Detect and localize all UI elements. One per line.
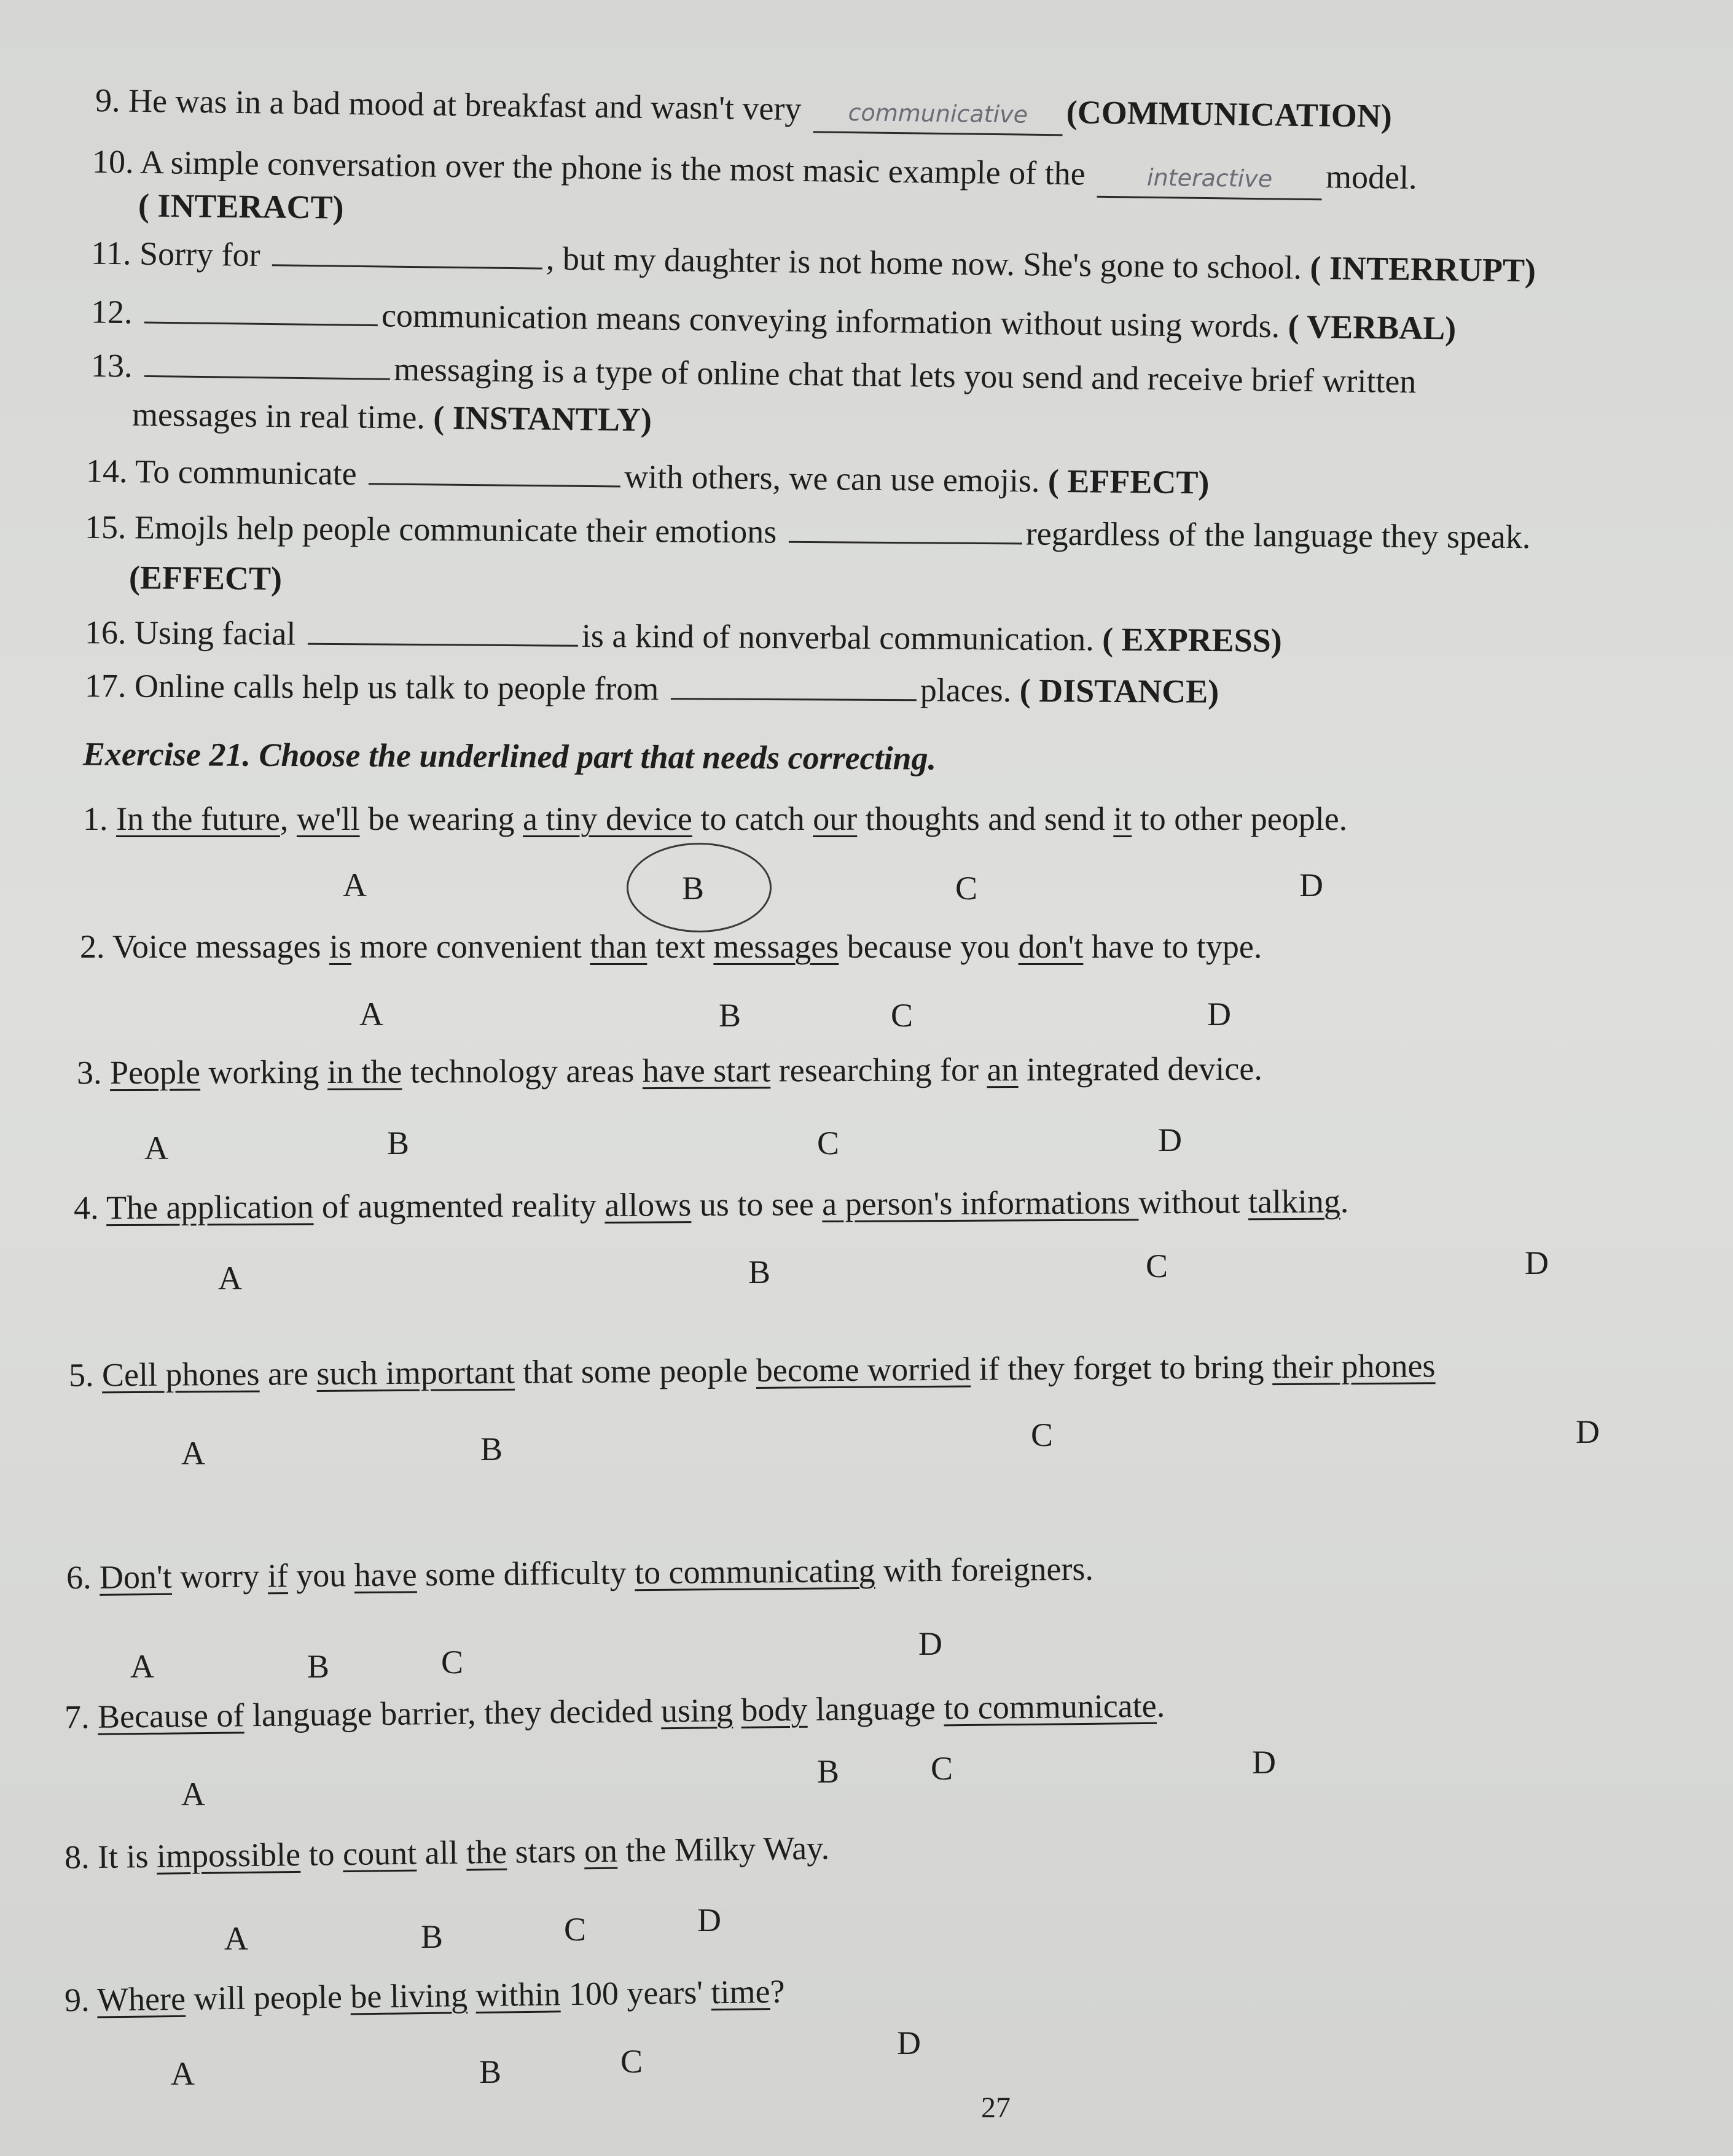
option-d[interactable]: D [697,1902,721,1939]
option-d[interactable]: D [1576,1413,1600,1450]
exercise-21-title: Exercise 21. Choose the underlined part that needs correcting. [82,735,937,777]
underlined-part: in the [327,1053,402,1090]
underlined-part: our [813,800,858,837]
question-17: 17. Online calls help us talk to people from places. ( DISTANCE) [84,667,1219,710]
answer-blank[interactable] [671,670,917,701]
answer-blank[interactable] [369,455,620,487]
answer-blank[interactable] [272,236,543,269]
option-b[interactable]: B [817,1753,840,1790]
answer-blank[interactable]: communicative [813,93,1063,136]
option-d[interactable]: D [1252,1744,1276,1781]
underlined-part: impossible [156,1835,301,1875]
option-c[interactable]: C [891,997,913,1034]
option-c[interactable]: C [620,2043,643,2080]
option-b[interactable]: B [387,1125,410,1162]
underlined-part: using [660,1691,733,1730]
page-number: 27 [981,2092,1011,2124]
option-b[interactable]: B [748,1254,771,1291]
underlined-part: than [590,928,647,965]
answer-blank[interactable]: interactive [1097,158,1323,200]
underlined-part: count [342,1834,417,1873]
ex21-question-4: 4. The application of augmented reality allows us to see a person's informations without talking. [73,1182,1349,1227]
underlined-part: such important [316,1353,515,1392]
underlined-part: talking [1248,1182,1340,1221]
option-b[interactable]: B [480,1431,503,1467]
underlined-part: we'll [296,800,360,837]
underlined-part: to communicate [944,1687,1157,1727]
underlined-part: within [475,1975,561,2013]
underlined-part: have start [642,1052,771,1090]
option-a[interactable]: A [181,1435,205,1472]
question-11: 11. Sorry for , but my daughter is not home now. She's gone to school. ( INTERRUPT) [90,234,1536,289]
option-b[interactable]: B [307,1648,330,1685]
ex21-question-5: 5. Cell phones are such important that some people become worried if they forget to bring their phones [68,1347,1436,1394]
underlined-part: have [354,1556,417,1594]
option-a[interactable]: A [218,1260,242,1297]
answer-blank[interactable] [144,347,391,380]
underlined-part: The application [106,1188,314,1227]
option-d[interactable]: D [1158,1122,1182,1158]
option-d[interactable]: D [1299,867,1323,904]
question-15: 15. Emojls help people communicate their emotions regardless of the language they speak. [84,508,1531,556]
option-a[interactable]: A [359,996,383,1033]
underlined-part: a person's informations [822,1184,1139,1223]
underlined-part: be living [350,1977,468,2015]
answer-blank[interactable] [144,293,378,326]
answer-blank[interactable] [308,615,578,647]
option-c[interactable]: C [1031,1416,1054,1453]
question-15-cue: (EFFECT) [128,559,283,597]
option-a[interactable]: A [343,867,367,904]
option-c[interactable]: C [817,1125,840,1162]
underlined-part: become worried [756,1350,971,1389]
option-c[interactable]: C [955,870,978,907]
underlined-part: their phones [1272,1347,1436,1386]
question-13: 13. messaging is a type of online chat that lets you send and receive brief written [90,346,1417,400]
underlined-part: Cell phones [101,1355,260,1394]
question-12: 12. communication means conveying information without using words. ( VERBAL) [90,293,1457,347]
option-c[interactable]: C [1146,1248,1168,1284]
underlined-part: allows [604,1186,692,1224]
underlined-part: People [109,1053,201,1092]
option-d[interactable]: D [1207,996,1231,1033]
underlined-part: body [741,1690,808,1728]
option-c[interactable]: C [441,1644,464,1681]
underlined-part: Don't [99,1558,173,1596]
question-14: 14. To communicate with others, we can use emojis. ( EFFECT) [85,452,1210,501]
option-c[interactable]: C [931,1750,953,1787]
underlined-part: Where [96,1980,186,2018]
option-b[interactable]: B [682,870,705,907]
option-a[interactable]: A [224,1920,248,1957]
option-d[interactable]: D [897,2025,921,2061]
ex21-question-2: 2. Voice messages is more convenient than text messages because you don't have to type. [80,928,1262,965]
underlined-part: Because of [97,1697,244,1735]
option-a[interactable]: A [171,2055,195,2092]
underlined-part: time [711,1973,770,2011]
option-c[interactable]: C [564,1911,587,1948]
option-d[interactable]: D [1525,1244,1549,1281]
option-b[interactable]: B [719,997,741,1034]
underlined-part: if [267,1557,288,1595]
underlined-part: is [329,928,351,965]
underlined-part: messages [713,928,839,965]
question-13-continued: messages in real time. ( INSTANTLY) [131,396,652,439]
underlined-part: to communicating [634,1552,875,1592]
option-a[interactable]: A [144,1130,168,1166]
ex21-question-9: 9. Where will people be living within 100 years' time? [64,1972,785,2019]
option-b[interactable]: B [421,1918,444,1955]
underlined-part: In the future [116,800,280,837]
ex21-question-7: 7. Because of language barrier, they decided using body language to communicate. [64,1687,1165,1736]
underlined-part: don't [1018,928,1084,965]
question-9: 9. He was in a bad mood at breakfast and wasn't very communicative (COMMUNICATION) [95,81,1393,140]
ex21-question-6: 6. Don't worry if you have some difficulty to communicating with foreigners. [66,1550,1094,1596]
underlined-part: the [466,1833,507,1871]
question-10: 10. A simple conversation over the phone is the most masic example of the interactive model. [92,143,1417,201]
underlined-part: on [584,1832,618,1870]
underlined-part: a tiny device [522,800,692,837]
option-a[interactable]: A [181,1776,205,1813]
question-16: 16. Using facial is a kind of nonverbal communication. ( EXPRESS) [84,614,1282,659]
option-d[interactable]: D [918,1625,942,1662]
ex21-question-1: 1. In the future, we'll be wearing a tiny device to catch our thoughts and send it to other people. [83,800,1348,837]
underlined-part: it [1113,800,1132,837]
option-a[interactable]: A [130,1648,154,1685]
underlined-part: an [987,1051,1019,1088]
option-b[interactable]: B [479,2053,502,2090]
question-10-cue: ( INTERACT) [138,187,344,226]
ex21-question-8: 8. It is impossible to count all the stars on the Milky Way. [64,1829,830,1876]
ex21-question-3: 3. People working in the technology areas have start researching for an integrated device. [76,1050,1262,1092]
answer-blank[interactable] [789,513,1022,545]
